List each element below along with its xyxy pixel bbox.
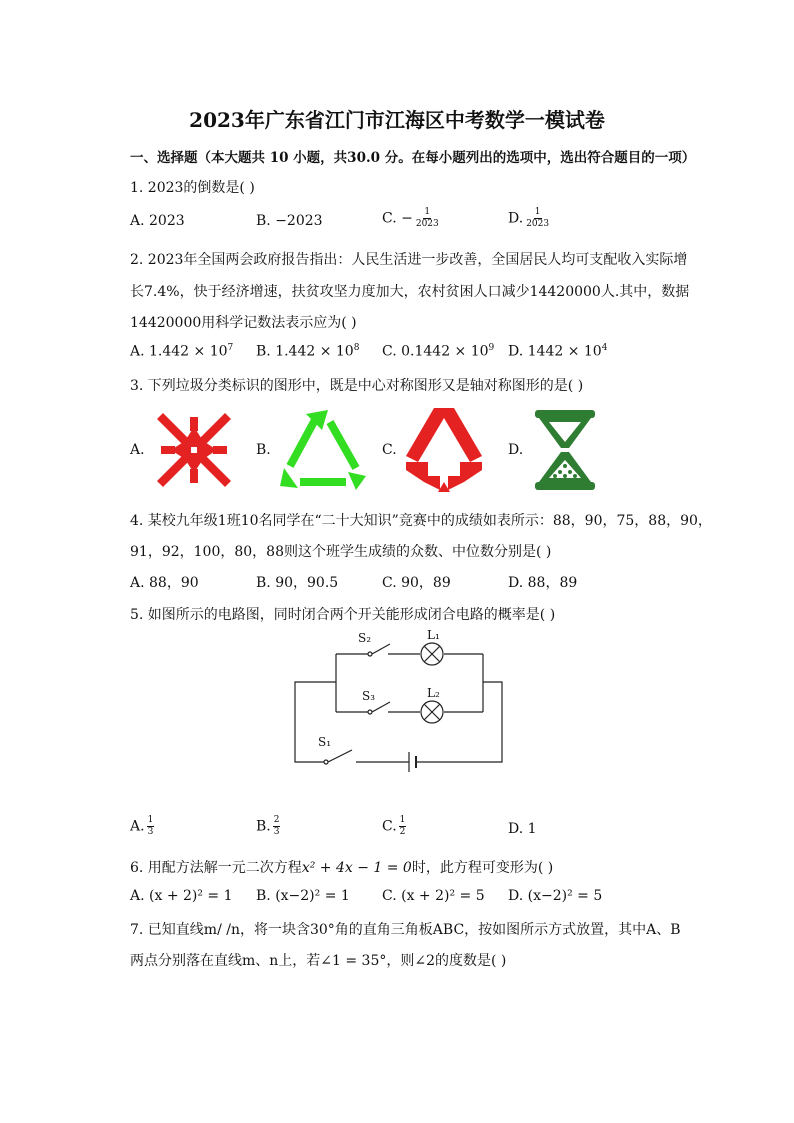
q3-option-c-label: C. — [382, 442, 397, 458]
q6-option-d: D. (x−2)² = 5 — [508, 888, 603, 904]
recycle-symbol-c-image — [404, 404, 484, 494]
q4-line-1: 4. 某校九年级1班10名同学在“二十大知识”竞赛中的成绩如表所示：88，90，75，88，90， — [130, 513, 712, 529]
q5-option-d: D. 1 — [508, 821, 537, 837]
q6-stem: 6. 用配方法解一元二次方程x² + 4x − 1 = 0时，此方程可变形为( ) — [130, 860, 554, 876]
q4-option-a: A. 88，90 — [130, 575, 199, 591]
q5-option-c: C. $\frac{1}{2}$ — [382, 815, 406, 837]
switch-s1-label: S₁ — [318, 735, 332, 749]
q6-option-c: C. (x + 2)² = 5 — [382, 888, 485, 904]
lamp-l2-label: L₂ — [427, 686, 440, 700]
q6-equation: x² + 4x − 1 = 0 — [301, 860, 412, 876]
q1-option-c: C. − $\frac{1}{2023}$ — [382, 207, 439, 229]
q5-stem: 5. 如图所示的电路图，同时闭合两个开关能形成闭合电路的概率是( ) — [130, 607, 556, 623]
q4-option-b: B. 90，90.5 — [256, 575, 339, 591]
q4-option-d: D. 88，89 — [508, 575, 578, 591]
q3-option-b-label: B. — [256, 442, 271, 458]
q2-option-d: D. $1442 \times 10^4$ — [508, 343, 608, 360]
switch-s2-label: S₂ — [358, 631, 372, 645]
q3-option-d-label: D. — [508, 442, 524, 458]
q4-option-c: C. 90，89 — [382, 575, 451, 591]
q5-option-a: A. $\frac{1}{3}$ — [130, 815, 154, 837]
recycle-symbol-a-image — [153, 409, 235, 491]
q2-line-3: 14420000用科学记数法表示应为( ) — [130, 315, 357, 331]
lamp-l1-label: L₁ — [427, 628, 440, 642]
q2-line-1: 2. 2023年全国两会政府报告指出：人民生活进一步改善，全国居民人均可支配收入实际增 — [130, 252, 688, 268]
q7-line-2: 两点分别落在直线m、n上，若∠1 = 35°，则∠2的度数是( ) — [130, 953, 507, 969]
recycle-symbol-d-image — [533, 408, 597, 492]
q2-option-c: C. $0.1442 \times 10^9$ — [382, 343, 495, 360]
q5-option-b: B. $\frac{2}{3}$ — [256, 815, 280, 837]
q2-option-a: A. $1.442 \times 10^7$ — [130, 343, 234, 360]
switch-s3-label: S₃ — [362, 689, 376, 703]
q1-option-b: B. −2023 — [256, 213, 323, 229]
circuit-diagram — [290, 626, 505, 776]
q7-line-1: 7. 已知直线m/ /n，将一块含30°角的直角三角板ABC，按如图所示方式放置，其中A、B — [130, 922, 681, 938]
q6-option-b: B. (x−2)² = 1 — [256, 888, 350, 904]
page-title: 2023年广东省江门市江海区中考数学一模试卷 — [189, 108, 605, 132]
q2-option-b: B. $1.442 \times 10^8$ — [256, 343, 360, 360]
section-heading: 一、选择题（本大题共 10 小题，共30.0 分。在每小题列出的选项中，选出符合题目的一项） — [130, 150, 696, 166]
q1-option-a: A. 2023 — [130, 213, 185, 229]
q1-stem: 1. 2023的倒数是( ) — [130, 180, 255, 196]
q1-option-d: D. $\frac{1}{2023}$ — [508, 207, 550, 229]
q6-option-a: A. (x + 2)² = 1 — [130, 888, 233, 904]
q3-stem: 3. 下列垃圾分类标识的图形中，既是中心对称图形又是轴对称图形的是( ) — [130, 378, 584, 394]
q3-option-a-label: A. — [130, 442, 145, 458]
q2-line-2: 长7.4%，快于经济增速，扶贫攻坚力度加大，农村贫困人口减少14420000人.其中，数据 — [130, 284, 690, 300]
recycle-symbol-b-image — [276, 406, 368, 490]
q4-line-2: 91，92，100，80，88则这个班学生成绩的众数、中位数分别是( ) — [130, 544, 552, 560]
